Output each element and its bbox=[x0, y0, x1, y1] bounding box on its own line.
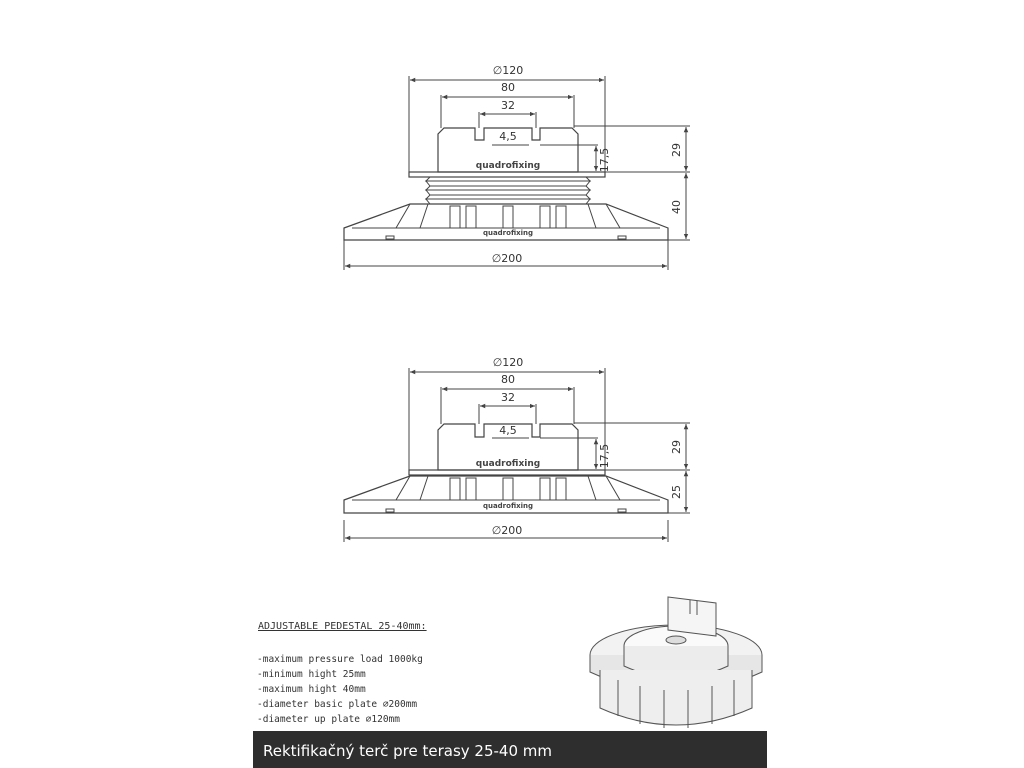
dim-base-diameter: ∅200 bbox=[491, 252, 523, 265]
brand-mark-base: quadrofixing bbox=[482, 229, 534, 237]
dim-mid-width: 80 bbox=[501, 81, 515, 94]
spec-item: -minimum hight 25mm bbox=[257, 669, 366, 680]
dim-head-height: 29 bbox=[670, 143, 683, 157]
dim-tab-height: 17,5 bbox=[598, 147, 611, 173]
brand-mark-base: quadrofixing bbox=[482, 502, 534, 510]
spec-item: -diameter basic plate ∅200mm bbox=[257, 699, 418, 710]
dim-head-height: 29 bbox=[670, 440, 683, 454]
dim-outer-diameter: ∅120 bbox=[492, 64, 524, 77]
caption-bar bbox=[253, 731, 767, 768]
dim-inner-width: 32 bbox=[501, 99, 515, 112]
brand-mark: quadrofixing bbox=[475, 459, 541, 469]
brand-mark: quadrofixing bbox=[475, 161, 541, 171]
specs-list bbox=[257, 652, 423, 727]
specs-title: ADJUSTABLE PEDESTAL 25-40mm: bbox=[258, 621, 427, 632]
spec-item: -maximum hight 40mm bbox=[257, 684, 366, 695]
dim-inner-width: 32 bbox=[501, 391, 515, 404]
dim-slot: 4,5 bbox=[499, 130, 517, 143]
drawing-top bbox=[344, 76, 690, 270]
dim-slot: 4,5 bbox=[499, 424, 517, 437]
dim-total-height: 40 bbox=[670, 200, 683, 214]
drawing-top-labels bbox=[476, 64, 683, 265]
dim-tab-height: 17,5 bbox=[598, 443, 611, 469]
pedestal-3d-image bbox=[590, 597, 762, 728]
drawing-bottom bbox=[344, 368, 690, 542]
dim-total-height: 25 bbox=[670, 485, 683, 499]
spec-item: -diameter up plate ∅120mm bbox=[257, 714, 400, 725]
drawing-bottom-labels bbox=[476, 356, 683, 537]
dim-base-diameter: ∅200 bbox=[491, 524, 523, 537]
spec-item: -maximum pressure load 1000kg bbox=[257, 654, 423, 665]
dim-outer-diameter: ∅120 bbox=[492, 356, 524, 369]
caption-text: Rektifikačný terč pre terasy 25-40 mm bbox=[263, 742, 552, 760]
dim-mid-width: 80 bbox=[501, 373, 515, 386]
